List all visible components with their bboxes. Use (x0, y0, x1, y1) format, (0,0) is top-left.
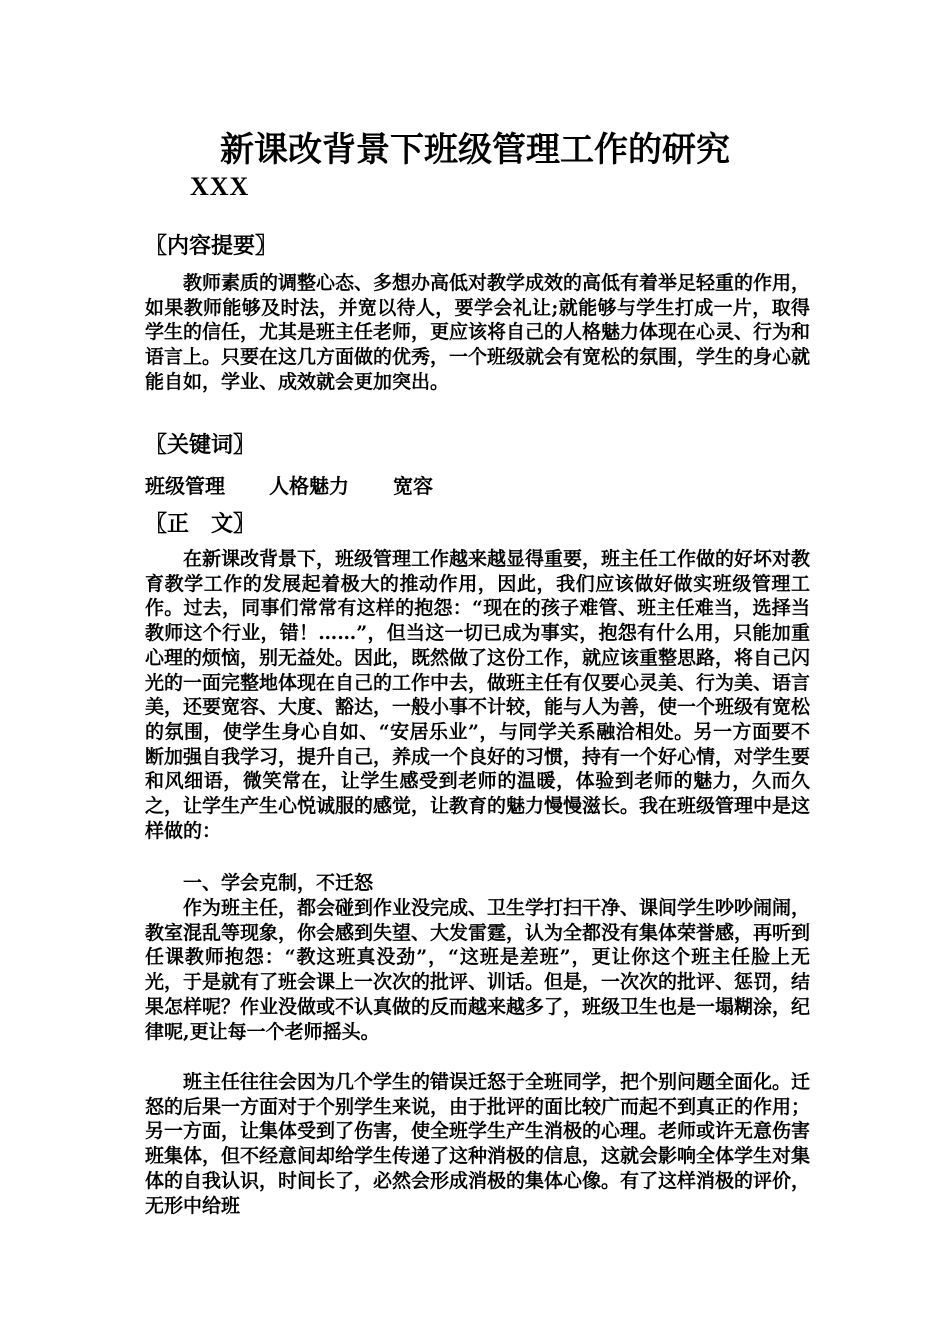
document-title: 新课改背景下班级管理工作的研究 (220, 130, 730, 170)
keyword-item: 班级管理 (145, 474, 225, 498)
body-intro-paragraph: 在新课改背景下，班级管理工作越来越显得重要，班主任工作做的好坏对教育教学工作的发展起着极大的推动作用，因此，我们应该做好做实班级管理工作。过去，同事们常常有这样的抱怨：“现在的孩子难管、班主任难当，选择当教师这个行业，错！……”，但当这一切已成为事实，抱怨有什么用，只能加重心理的烦恼，别无益处。因此，既然做了这份工作，就应该重整思路，将自己闪光的一面完整地体现在自己的工作中去，做班主任有仅要心灵美、行为美、语言美，还要宽容、大度、豁达，一般小事不计较，能与人为善，使一个班级有宽松的氛围，使学生身心自如、“安居乐业”，与同学关系融洽相处。另一方面要不断加强自我学习，提升自己，养成一个良好的习惯，持有一个好心情，对学生要和风细语，微笑常在，让学生感受到老师的温暖，体验到老师的魅力，久而久之，让学生产生心悦诚服的感觉，让教育的魅力慢慢滋长。我在班级管理中是这样做的： (145, 548, 811, 842)
body-heading: 〖正 文〗 (145, 511, 256, 537)
abstract-heading: 〖内容提要〗 (145, 233, 278, 259)
keywords-list (145, 472, 433, 500)
section-heading: 一、学会克制，不迁怒 (183, 872, 374, 894)
abstract-text: 教师素质的调整心态、多想办高低对教学成效的高低有着举足轻重的作用，如果教师能够及时法，并宽以待人，要学会礼让;就能够与学生打成一片，取得学生的信任，尤其是班主任老师，更应该将自己的人格魅力体现在心灵、行为和语言上。只要在这几方面做的优秀，一个班级就会有宽松的氛围，学生的身心就能自如，学业、成效就会更加突出。 (145, 272, 811, 393)
section-paragraph: 作为班主任，都会碰到作业没完成、卫生学打扫干净、课间学生吵吵闹闹，教室混乱等现象，你会感到失望、大发雷霆，认为全都没有集体荣誉感，再听到任课教师抱怨：“教这班真没劲”，“这班是差班”，更让你这个班主任脸上无光，于是就有了班会课上一次次的批评、训话。但是，一次次的批评、惩罚，结果怎样呢？作业没做或不认真做的反而越来越多了，班级卫生也是一塌糊涂，纪律呢,更让每一个老师摇头。 (145, 897, 811, 1043)
document-author: XXX (190, 172, 250, 201)
section-paragraph: 班主任往往会因为几个学生的错误迁怒于全班同学，把个别问题全面化。迁怒的后果一方面对于个别学生来说，由于批评的面比较广而起不到真正的作用；另一方面，让集体受到了伤害，使全班学生产生消极的心理。老师或许无意伤害班集体，但不经意间却给学生传递了这种消极的信息，这就会影响全体学生对集体的自我认识，时间长了，必然会形成消极的集体心像。有了这样消极的评价，无形中给班 (145, 1071, 811, 1217)
keyword-item: 宽容 (393, 474, 433, 498)
keywords-heading: 〖关键词〗 (145, 432, 256, 458)
keyword-item: 人格魅力 (269, 474, 349, 498)
